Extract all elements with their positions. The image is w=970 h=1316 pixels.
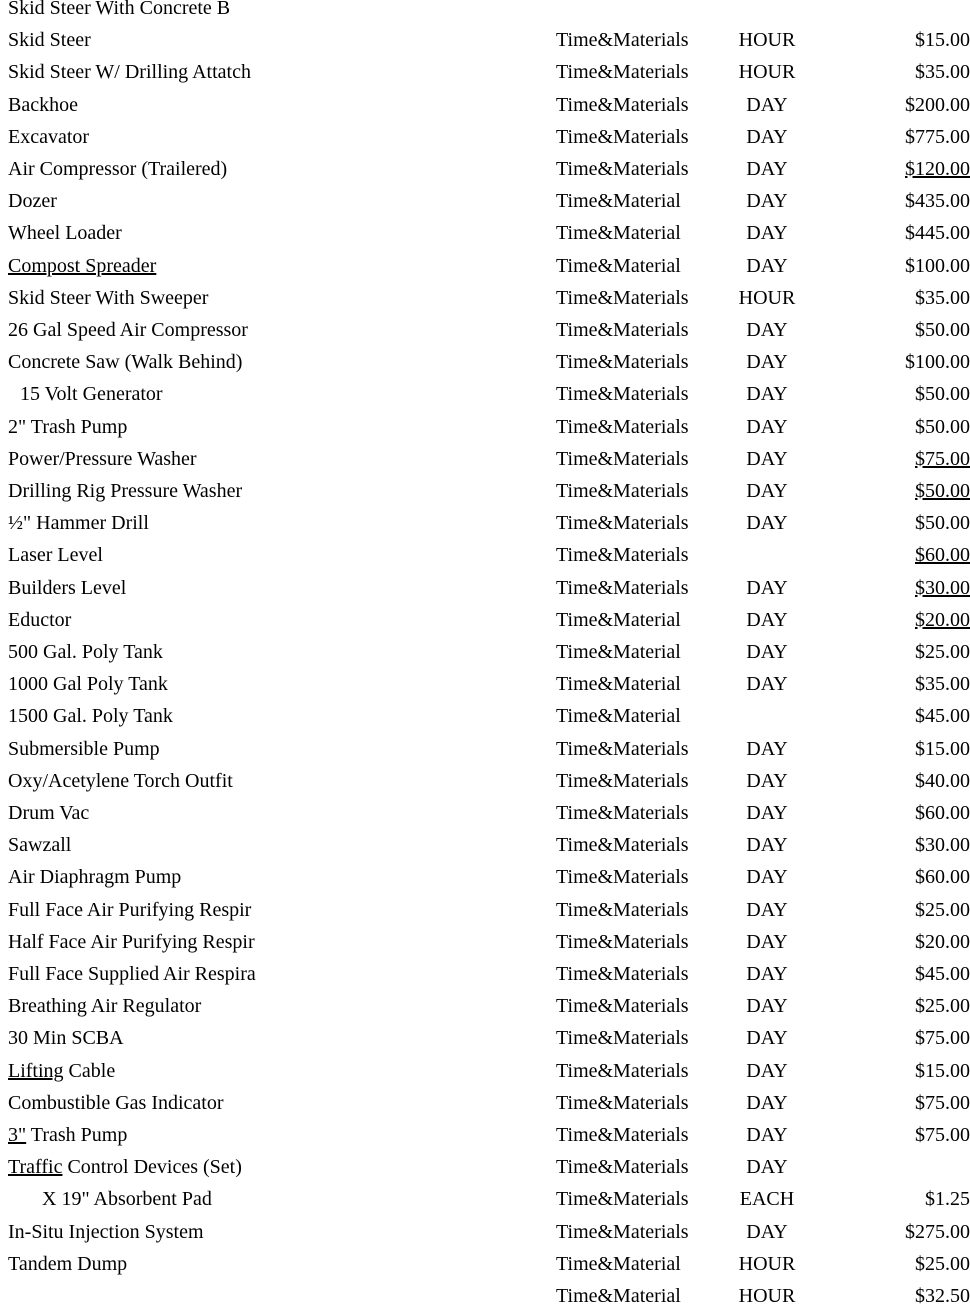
item-name: Builders Level	[8, 576, 127, 599]
rate-price: $75.00	[915, 447, 970, 470]
rate-price: $40.00	[915, 769, 970, 792]
table-row	[0, 672, 970, 704]
rate-price: $35.00	[915, 286, 970, 309]
rate-type: Time&Materials	[556, 737, 689, 760]
rate-unit: DAY	[746, 1124, 788, 1146]
item-name: Eductor	[8, 608, 72, 631]
table-row	[0, 125, 970, 157]
rate-type: Time&Materials	[556, 383, 689, 406]
rate-type: Time&Materials	[556, 834, 689, 857]
item-name: Combustible Gas Indicator	[8, 1091, 224, 1114]
rate-unit: DAY	[746, 447, 788, 470]
rate-unit: DAY	[746, 254, 788, 277]
rate-price: $45.00	[915, 705, 970, 728]
rate-type: Time&Materials	[556, 319, 689, 341]
table-row	[0, 1026, 970, 1058]
rate-unit: DAY	[746, 125, 788, 148]
table-row	[0, 1187, 970, 1219]
item-name: Drilling Rig Pressure Washer	[8, 480, 243, 502]
item-name-underlined-part: Traffic	[8, 1156, 63, 1179]
item-name: Wheel Loader	[8, 222, 122, 245]
rate-price: $75.00	[915, 1124, 970, 1146]
rate-price: $15.00	[915, 1059, 970, 1082]
rate-type: Time&Materials	[556, 769, 689, 792]
rate-unit: DAY	[746, 415, 788, 438]
rate-unit: DAY	[746, 1027, 788, 1050]
rate-price: $35.00	[915, 61, 970, 84]
table-row	[0, 254, 970, 286]
rate-price: $35.00	[915, 673, 970, 696]
rate-price: $30.00	[915, 576, 970, 599]
rate-type: Time&Materials	[556, 930, 689, 953]
item-name: In-Situ Injection System	[8, 1220, 204, 1243]
item-name: 2" Trash Pump	[8, 415, 128, 438]
item-name-underlined-part: 3"	[8, 1124, 27, 1146]
item-name: Laser Level	[8, 544, 103, 567]
rate-type: Time&Materials	[556, 1059, 689, 1082]
rate-unit: DAY	[746, 995, 788, 1018]
rate-price: $50.00	[915, 415, 970, 438]
rate-price: $25.00	[915, 641, 970, 663]
table-row	[0, 447, 970, 479]
rate-type: Time&Material	[556, 190, 681, 213]
rate-type: Time&Material	[556, 254, 681, 277]
rate-type: Time&Materials	[556, 158, 689, 180]
rate-price: $1.25	[925, 1188, 970, 1211]
rate-type: Time&Material	[556, 673, 681, 696]
rate-unit: DAY	[746, 834, 788, 857]
table-row	[0, 801, 970, 833]
item-name: Drum Vac	[8, 802, 90, 824]
rate-price: $25.00	[915, 1252, 970, 1275]
rate-price: $775.00	[905, 125, 970, 148]
rate-unit: DAY	[746, 383, 788, 406]
rate-price: $445.00	[905, 222, 970, 245]
table-row	[0, 962, 970, 994]
rate-type: Time&Materials	[556, 512, 689, 535]
rate-type: Time&Materials	[556, 802, 689, 824]
table-row	[0, 576, 970, 608]
table-row	[0, 608, 970, 640]
item-name: 26 Gal Speed Air Compressor	[8, 319, 248, 341]
item-name: 1500 Gal. Poly Tank	[8, 705, 173, 728]
table-row	[0, 898, 970, 930]
rate-price: $275.00	[905, 1220, 970, 1243]
item-name: Skid Steer With Sweeper	[8, 286, 209, 309]
rate-unit: DAY	[746, 930, 788, 953]
table-row	[0, 994, 970, 1026]
table-row	[0, 318, 970, 350]
rate-unit: DAY	[746, 222, 788, 245]
rate-unit: DAY	[746, 802, 788, 824]
rate-type: Time&Materials	[556, 544, 689, 567]
rate-unit: HOUR	[738, 29, 796, 52]
item-name: Full Face Supplied Air Respira	[8, 963, 256, 985]
item-name	[8, 1155, 528, 1179]
item-name: Skid Steer W/ Drilling Attatch	[8, 61, 251, 84]
table-row	[0, 286, 970, 318]
rate-price: $15.00	[915, 29, 970, 52]
rate-type: Time&Materials	[556, 1027, 689, 1050]
rate-type: Time&Material	[556, 705, 681, 728]
item-name: X 19" Absorbent Pad	[42, 1188, 212, 1211]
item-name: Submersible Pump	[8, 737, 160, 760]
item-name: Tandem Dump	[8, 1252, 128, 1275]
item-name: Dozer	[8, 190, 57, 213]
table-row	[0, 1123, 970, 1155]
rate-unit: HOUR	[738, 286, 796, 309]
table-row	[0, 28, 970, 60]
rate-type: Time&Materials	[556, 576, 689, 599]
rate-unit: DAY	[746, 1091, 788, 1114]
item-name: Power/Pressure Washer	[8, 447, 197, 470]
table-row	[0, 865, 970, 897]
item-name: ½" Hammer Drill	[8, 512, 149, 535]
item-name: Skid Steer	[8, 29, 91, 52]
rate-unit: HOUR	[738, 1252, 796, 1275]
rate-price: $75.00	[915, 1027, 970, 1050]
table-row	[0, 479, 970, 511]
table-row	[0, 350, 970, 382]
rate-unit: DAY	[746, 963, 788, 985]
table-row	[0, 1252, 970, 1284]
item-name: Air Compressor (Trailered)	[8, 158, 228, 180]
rate-price: $50.00	[915, 319, 970, 341]
rate-type: Time&Materials	[556, 415, 689, 438]
rate-unit: DAY	[746, 1220, 788, 1243]
item-name: Skid Steer With Concrete B	[8, 0, 231, 19]
table-row	[0, 737, 970, 769]
table-row	[0, 382, 970, 414]
table-row	[0, 930, 970, 962]
item-name: Concrete Saw (Walk Behind)	[8, 351, 243, 374]
rate-type: Time&Materials	[556, 995, 689, 1018]
rate-price: $45.00	[915, 963, 970, 985]
rate-unit: DAY	[746, 158, 788, 180]
table-row	[0, 833, 970, 865]
item-name	[8, 1059, 528, 1083]
item-name: 500 Gal. Poly Tank	[8, 641, 163, 663]
item-name: Half Face Air Purifying Respir	[8, 930, 255, 953]
rate-unit: DAY	[746, 641, 788, 663]
table-row	[0, 1059, 970, 1091]
rate-type: Time&Materials	[556, 351, 689, 374]
rate-price: $20.00	[915, 930, 970, 953]
rate-type: Time&Materials	[556, 963, 689, 985]
item-name: Full Face Air Purifying Respir	[8, 898, 252, 921]
item-name: Compost Spreader	[8, 254, 157, 277]
rate-price: $32.50	[915, 1285, 970, 1307]
rate-unit: DAY	[746, 769, 788, 792]
rate-unit: DAY	[746, 608, 788, 631]
rate-unit: DAY	[746, 866, 788, 889]
rate-unit: DAY	[746, 351, 788, 374]
rate-unit: DAY	[746, 480, 788, 502]
rate-unit: HOUR	[738, 1285, 796, 1307]
rate-price: $50.00	[915, 480, 970, 502]
item-name: Excavator	[8, 125, 90, 148]
item-name: Oxy/Acetylene Torch Outfit	[8, 769, 233, 792]
item-name-rest: Control Devices (Set)	[62, 1156, 242, 1179]
rate-unit: DAY	[746, 673, 788, 696]
item-name-underlined-part: Lifting	[8, 1059, 64, 1082]
rate-type: Time&Materials	[556, 1091, 689, 1114]
rate-type: Time&Material	[556, 222, 681, 245]
table-row	[0, 60, 970, 92]
rate-price: $75.00	[915, 1091, 970, 1114]
rate-price: $120.00	[905, 158, 970, 180]
rate-type: Time&Material	[556, 1285, 681, 1307]
rate-unit: DAY	[746, 190, 788, 213]
table-row	[0, 189, 970, 221]
item-name-rest: Trash Pump	[26, 1124, 128, 1146]
rate-type: Time&Materials	[556, 447, 689, 470]
rate-unit: DAY	[746, 737, 788, 760]
table-row	[0, 415, 970, 447]
rate-price: $50.00	[915, 383, 970, 406]
table-row	[0, 1155, 960, 1187]
rate-unit: EACH	[739, 1188, 795, 1211]
item-name: Air Diaphragm Pump	[8, 866, 182, 889]
rate-type: Time&Materials	[556, 125, 689, 148]
item-name: Sawzall	[8, 834, 72, 857]
item-name: Backhoe	[8, 93, 78, 116]
table-row	[0, 769, 970, 801]
rate-price: $200.00	[905, 93, 970, 116]
rate-price: $15.00	[915, 737, 970, 760]
table-row	[0, 1091, 970, 1123]
table-row	[0, 543, 970, 575]
rate-unit: DAY	[746, 512, 788, 535]
item-name	[8, 1123, 528, 1147]
item-name: 30 Min SCBA	[8, 1027, 124, 1050]
rate-price: $60.00	[915, 866, 970, 889]
table-row	[0, 93, 970, 125]
rate-price: $20.00	[915, 608, 970, 631]
item-name: 15 Volt Generator	[20, 383, 163, 406]
rate-price: $435.00	[905, 190, 970, 213]
item-name-rest: Cable	[63, 1059, 116, 1082]
table-row	[0, 221, 970, 253]
rate-price: $60.00	[915, 802, 970, 824]
rate-unit: DAY	[746, 93, 788, 116]
rate-unit: HOUR	[738, 61, 796, 84]
rate-type: Time&Materials	[556, 286, 689, 309]
table-row	[0, 704, 970, 736]
rate-unit: DAY	[746, 1059, 788, 1082]
item-name: Breathing Air Regulator	[8, 995, 202, 1018]
rate-type: Time&Materials	[556, 1156, 689, 1179]
rate-type: Time&Materials	[556, 480, 689, 502]
rate-type: Time&Materials	[556, 1220, 689, 1243]
table-row	[0, 511, 970, 543]
rate-type: Time&Materials	[556, 29, 689, 52]
rate-price: $30.00	[915, 834, 970, 857]
rate-unit: DAY	[746, 319, 788, 341]
table-row	[0, 640, 970, 672]
rate-price: $25.00	[915, 898, 970, 921]
rate-type: Time&Materials	[556, 93, 689, 116]
rate-unit: DAY	[746, 1156, 788, 1179]
rate-type: Time&Materials	[556, 61, 689, 84]
rate-price: $100.00	[905, 254, 970, 277]
rate-price: $60.00	[915, 544, 970, 567]
rate-type: Time&Material	[556, 1252, 681, 1275]
table-row	[0, 0, 960, 28]
item-name: 1000 Gal Poly Tank	[8, 673, 168, 696]
rate-price: $100.00	[905, 351, 970, 374]
table-row	[0, 1220, 970, 1252]
table-row	[0, 1284, 970, 1316]
rate-type: Time&Materials	[556, 1188, 689, 1211]
rate-type: Time&Material	[556, 641, 681, 663]
rate-type: Time&Materials	[556, 1124, 689, 1146]
table-row	[0, 157, 970, 189]
rate-type: Time&Material	[556, 608, 681, 631]
rate-unit: DAY	[746, 576, 788, 599]
rate-type: Time&Materials	[556, 898, 689, 921]
rate-price: $25.00	[915, 995, 970, 1018]
rate-price: $50.00	[915, 512, 970, 535]
rate-type: Time&Materials	[556, 866, 689, 889]
rate-unit: DAY	[746, 898, 788, 921]
